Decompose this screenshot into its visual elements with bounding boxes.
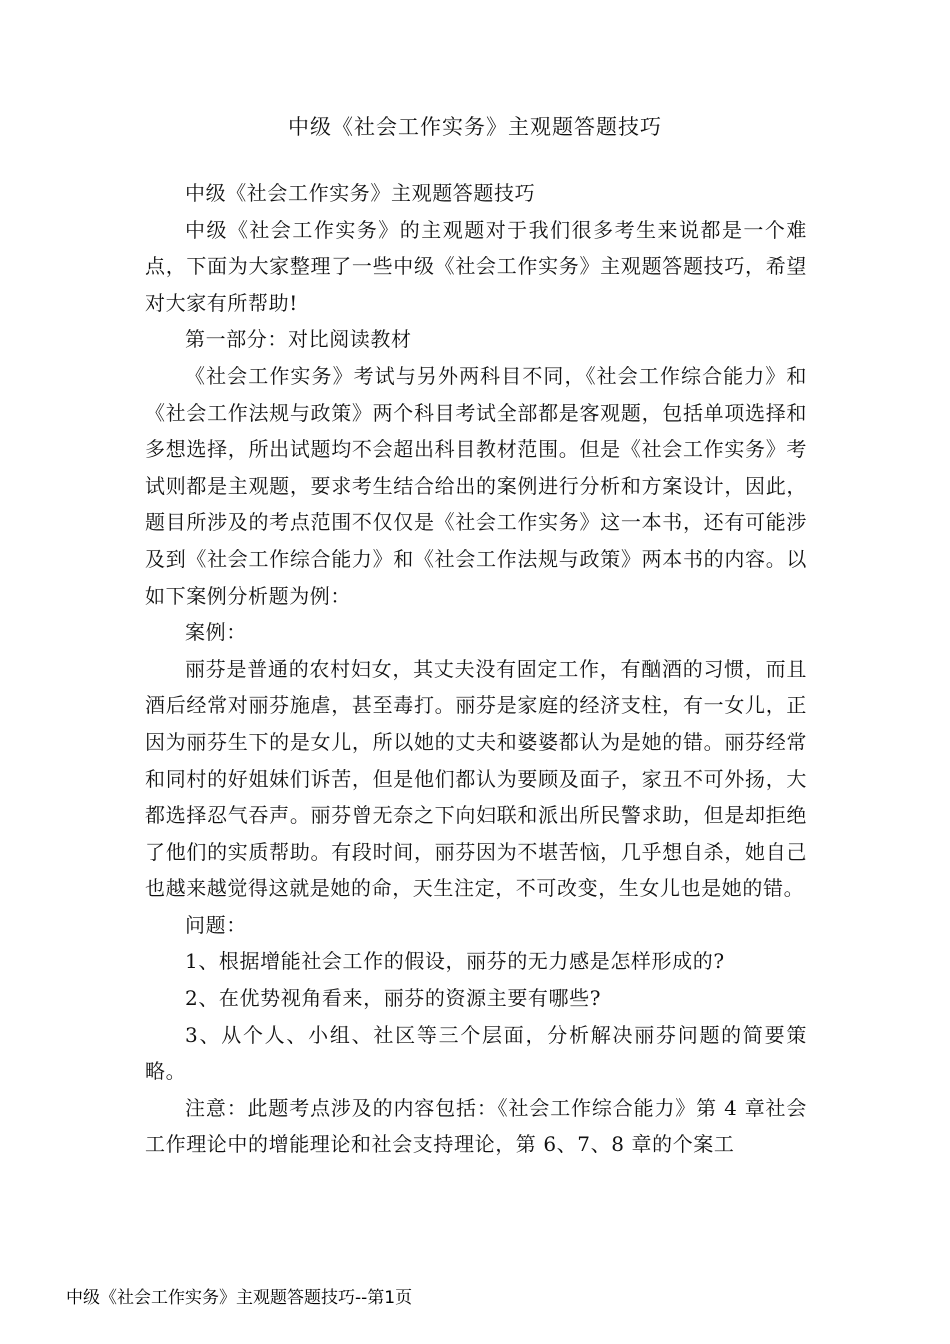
paragraph-question-2: 2、在优势视角看来，丽芬的资源主要有哪些? xyxy=(185,986,602,1011)
paragraph-section-heading: 第一部分：对比阅读教材 xyxy=(185,327,412,352)
paragraph-intro: 中级《社会工作实务》的主观题对于我们很多考生来说都是一个难点，下面为大家整理了一些中级《社会工作实务》主观题答题技巧，希望对大家有所帮助! xyxy=(145,217,807,315)
paragraph-case-text: 丽芬是普通的农村妇女，其丈夫没有固定工作，有酗酒的习惯，而且酒后经常对丽芬施虐，甚至毒打。丽芬是家庭的经济支柱，有一女儿，正因为丽芬生下的是女儿，所以她的丈夫和婆婆都认为是她的错。丽芬经常和同村的好姐妹们诉苦，但是他们都认为要顾及面子，家丑不可外扬，大都选择忍气吞声。丽芬曾无奈之下向妇联和派出所民警求助，但是却拒绝了他们的实质帮助。有段时间，丽芬因为不堪苦恼，几乎想自杀，她自己也越来越觉得这就是她的命，天生注定，不可改变，生女儿也是她的错。 xyxy=(145,656,807,901)
paragraph-questions-label: 问题： xyxy=(185,912,247,937)
page-footer: 中级《社会工作实务》主观题答题技巧--第1页 xyxy=(66,1288,413,1308)
paragraph-question-1: 1、根据增能社会工作的假设，丽芬的无力感是怎样形成的? xyxy=(185,949,725,974)
paragraph-comparison: 《社会工作实务》考试与另外两科目不同，《社会工作综合能力》和《社会工作法规与政策》两个科目考试全部都是客观题，包括单项选择和多想选择，所出试题均不会超出科目教材范围。但是《社会工作实务》考试则都是主观题，要求考生结合给出的案例进行分析和方案设计，因此，题目所涉及的考点范围不仅仅是《社会工作实务》这一本书，还有可能涉及到《社会工作综合能力》和《社会工作法规与政策》两本书的内容。以如下案例分析题为例： xyxy=(145,363,807,608)
paragraph-subtitle: 中级《社会工作实务》主观题答题技巧 xyxy=(185,181,536,205)
paragraph-question-3: 3、从个人、小组、社区等三个层面，分析解决丽芬问题的简要策略。 xyxy=(145,1022,807,1084)
paragraph-case-label: 案例： xyxy=(185,620,247,645)
document-body xyxy=(145,175,807,1163)
document-title: 中级《社会工作实务》主观题答题技巧 xyxy=(288,115,662,139)
paragraph-note: 注意：此题考点涉及的内容包括：《社会工作综合能力》第 4 章社会工作理论中的增能理论和社会支持理论，第 6、7、8 章的个案工 xyxy=(145,1095,807,1157)
